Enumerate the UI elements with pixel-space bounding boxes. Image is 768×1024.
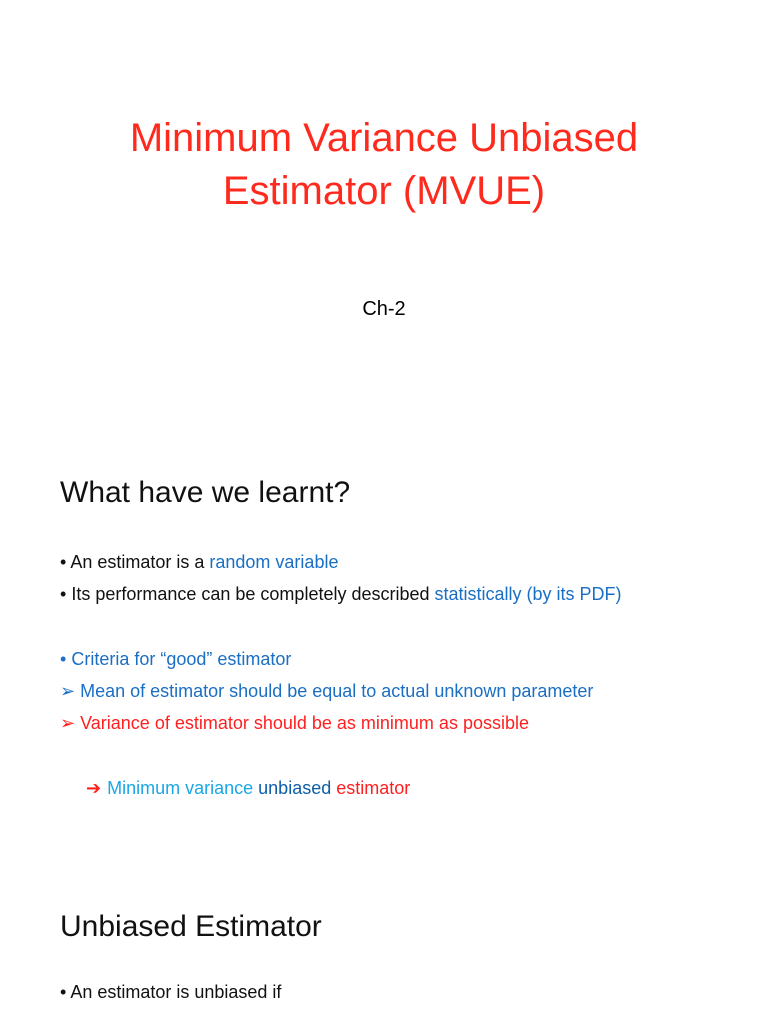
right-arrow-icon: ➔ [86, 778, 102, 798]
slide-title-line-2: Estimator (MVUE) [222, 169, 546, 213]
bullet-criteria-good-estimator [60, 647, 291, 671]
bullet-highlight: statistically (by its PDF) [434, 584, 622, 604]
slide-title-line-1: Minimum Variance Unbiased [129, 116, 639, 160]
bullet-marker: • [60, 649, 67, 669]
slide-heading: What have we learnt? [60, 476, 351, 509]
bullet-text: Mean of estimator should be equal to actual unknown parameter [80, 681, 594, 701]
conclusion-part-unbiased: unbiased [258, 778, 332, 798]
bullet-text: An estimator is a [70, 552, 210, 572]
bullet-text: An estimator is unbiased if [70, 982, 282, 1002]
arrow-bullet-marker: ➢ [60, 713, 76, 733]
bullet-estimator-random-variable [60, 550, 338, 574]
unbiased-estimator-slide [0, 880, 768, 1024]
bullet-text: Criteria for “good” estimator [71, 649, 292, 669]
sub-bullet-mean-condition [60, 679, 593, 703]
bullet-highlight: random variable [209, 552, 339, 572]
slide-title [0, 112, 768, 218]
bullet-marker: • [60, 552, 67, 572]
recap-slide [0, 440, 768, 880]
bullet-marker: • [60, 982, 67, 1002]
title-slide [0, 0, 768, 440]
arrow-bullet-marker: ➢ [60, 681, 76, 701]
conclusion-part-minimum-variance: Minimum variance [107, 778, 254, 798]
slide-subtitle: Ch-2 [362, 298, 406, 320]
bullet-marker: • [60, 584, 67, 604]
slide-heading: Unbiased Estimator [60, 910, 322, 943]
sub-bullet-variance-condition [60, 711, 529, 735]
bullet-unbiased-definition [60, 980, 281, 1004]
bullet-text: Variance of estimator should be as minimum as possible [80, 713, 529, 733]
bullet-performance-statistical [60, 582, 622, 606]
conclusion-part-estimator: estimator [336, 778, 411, 798]
conclusion-mvue-line [86, 776, 410, 800]
bullet-text: Its performance can be completely described [71, 584, 435, 604]
